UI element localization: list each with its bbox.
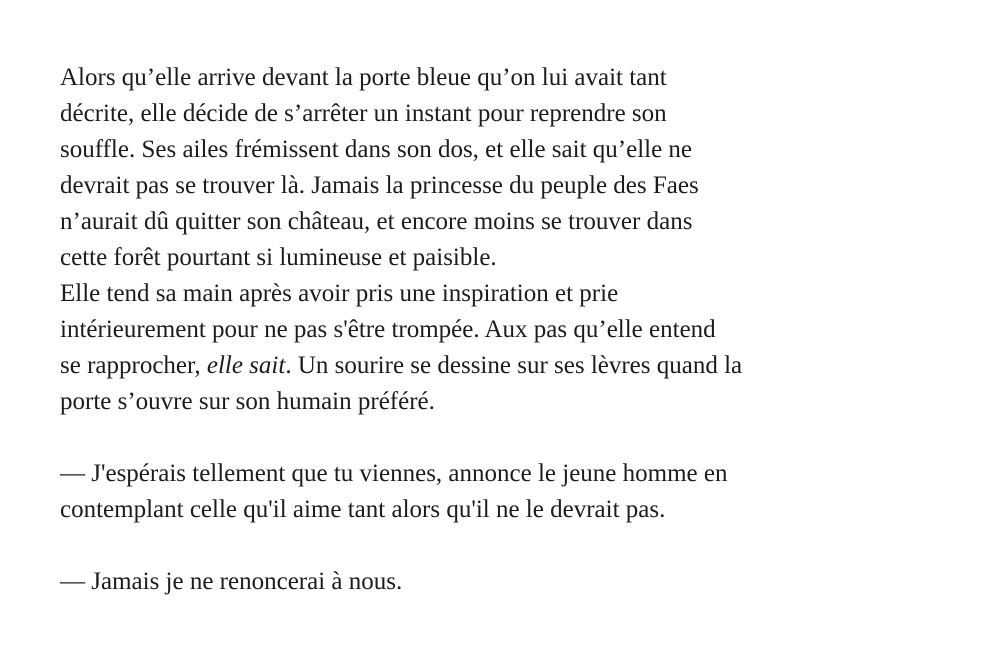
text-line: porte s’ouvre sur son humain préféré. [60,388,435,415]
paragraph-spacer [60,420,960,456]
paragraph-spacer [60,528,960,564]
text-line: cette forêt pourtant si lumineuse et paisible. [60,244,497,271]
narrative-paragraph-2 [60,276,960,420]
text-line: n’aurait dû quitter son château, et encore moins se trouver dans [60,208,693,235]
text-line: intérieurement pour ne pas s'être trompée. Aux pas qu’elle entend [60,316,716,343]
text-line-with-emphasis [60,348,960,384]
text-line: — J'espérais tellement que tu viennes, annonce le jeune homme en [60,460,728,487]
text-segment: . Un sourire se dessine sur ses lèvres quand la [285,352,743,379]
narrative-paragraph-1 [60,60,960,276]
text-line: contemplant celle qu'il aime tant alors qu'il ne le devrait pas. [60,496,666,523]
dialogue-paragraph-1 [60,456,960,528]
text-line: devrait pas se trouver là. Jamais la princesse du peuple des Faes [60,172,699,199]
text-line: Alors qu’elle arrive devant la porte bleue qu’on lui avait tant [60,64,667,91]
text-segment: se rapprocher, [60,352,207,379]
text-line: décrite, elle décide de s’arrêter un instant pour reprendre son [60,100,667,127]
text-line: souffle. Ses ailes frémissent dans son dos, et elle sait qu’elle ne [60,136,693,163]
dialogue-paragraph-2 [60,564,960,600]
story-text [60,60,960,600]
text-line: Elle tend sa main après avoir pris une inspiration et prie [60,280,619,307]
text-line: — Jamais je ne renoncerai à nous. [60,568,403,595]
emphasized-text: elle sait [206,352,286,379]
